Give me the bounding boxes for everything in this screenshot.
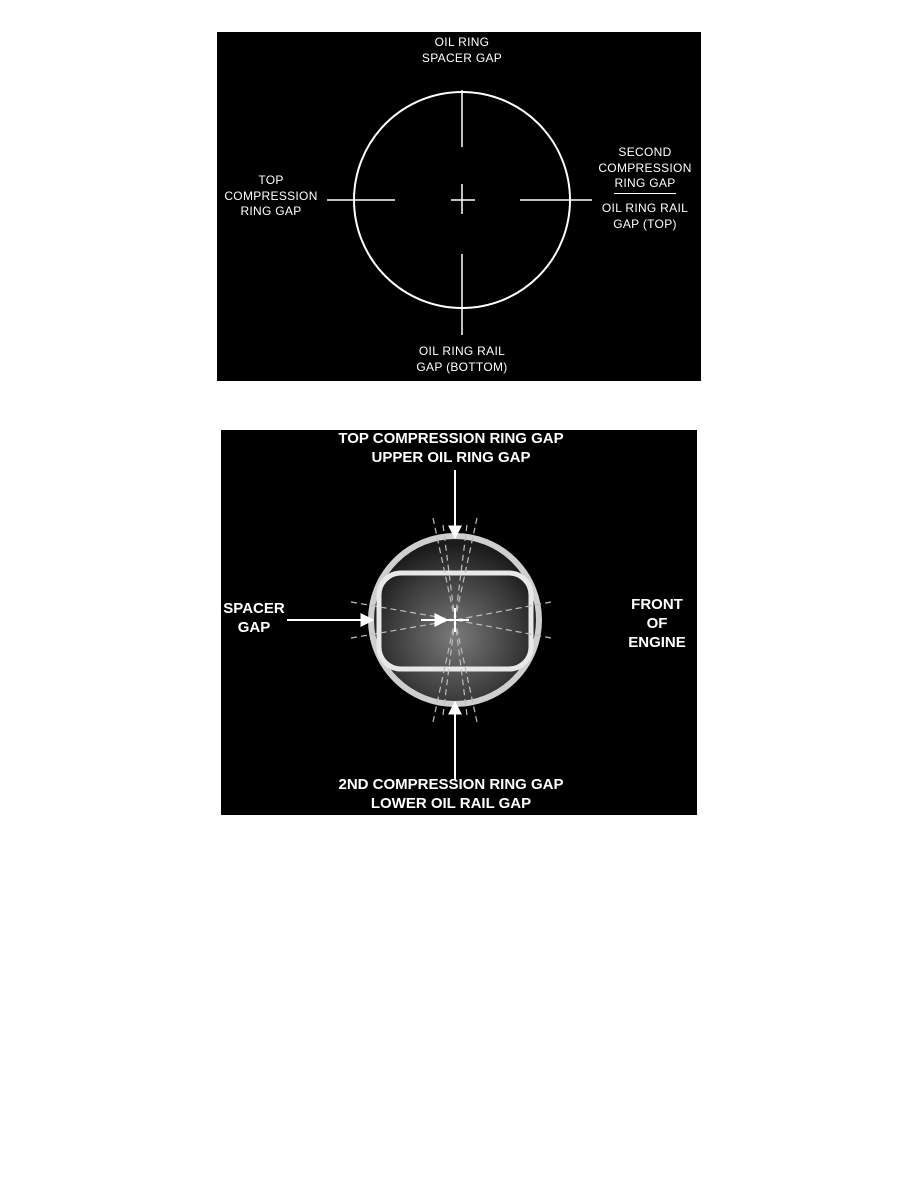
label-second-compression-ring-gap: SECOND COMPRESSION RING GAP (589, 145, 701, 194)
label-top-compression-upper-oil-ring-gap: TOP COMPRESSION RING GAP UPPER OIL RING GAP (338, 430, 564, 466)
label-top-compression-ring-gap: TOP COMPRESSION RING GAP (224, 173, 318, 219)
label-oil-ring-rail-gap-top: OIL RING RAIL GAP (TOP) (601, 201, 689, 231)
ring-gap-diagram-1 (217, 32, 701, 381)
label-spacer-gap: SPACER GAP (223, 600, 285, 636)
label-oil-ring-rail-gap-bottom: OIL RING RAIL GAP (BOTTOM) (416, 344, 508, 374)
label-oil-ring-spacer-gap: OIL RING SPACER GAP (421, 35, 503, 65)
label-front-of-engine: FRONT OF ENGINE (628, 596, 686, 651)
ring-gap-diagram-2 (221, 430, 697, 815)
label-2nd-compression-lower-oil-rail-gap: 2ND COMPRESSION RING GAP LOWER OIL RAIL GAP (338, 776, 564, 812)
